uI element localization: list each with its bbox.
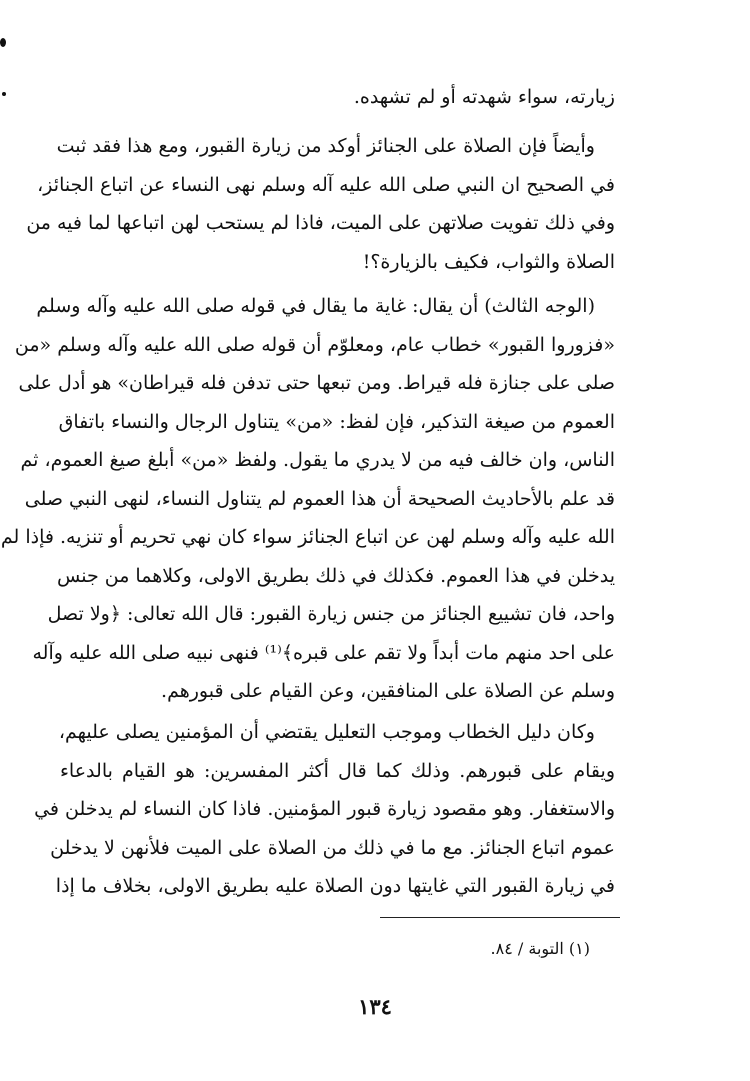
text-line: والاستغفار. وهو مقصود زيارة قبور المؤمنين. فاذا كان النساء لم يدخلن في — [34, 798, 615, 820]
text-line: الناس، وان خالف فيه من لا يدري ما يقول. ولفظ «من» أبلغ صيغ العموم، ثم — [20, 449, 615, 471]
text-line: في الصحيح ان النبي صلى الله عليه آله وسلم نهى النساء عن اتباع الجنائز، — [37, 173, 615, 196]
text-line: وكان دليل الخطاب وموجب التعليل يقتضي أن المؤمنين يصلى عليهم، — [58, 721, 595, 743]
margin-mark-small — [2, 92, 6, 96]
text-line: الله عليه وآله وسلم لهن عن اتباع الجنائز سواء كان نهي تحريم أو تنزيه. فإذا لم — [0, 526, 615, 548]
text-line: الصلاة والثواب، فكيف بالزيارة؟! — [362, 250, 615, 273]
text-line: واحد، فان تشييع الجنائز من جنس زيارة القبور: قال الله تعالى: ﴿ولا تصل — [47, 603, 615, 625]
text-line: العموم من صيغة التذكير، فإن لفظ: «من» يتناول الرجال والنساء باتفاق — [58, 410, 615, 433]
paragraph-third-aspect — [0, 287, 615, 711]
margin-mark-top — [0, 38, 6, 47]
footnote-divider — [380, 917, 620, 918]
text-line: ويقام على قبورهم. وذلك كما قال أكثر المفسرين: هو القيام بالدعاء — [60, 759, 615, 782]
text-line: يدخلن في هذا العموم. فكذلك في ذلك بطريق الاولى، وكلاهما من جنس — [57, 564, 615, 587]
text-line: «فزوروا القبور» خطاب عام، ومعلوّم أن قوله صلى الله عليه وآله وسلم «من — [14, 333, 615, 356]
page-number: ١٣٤ — [358, 994, 392, 1019]
text-line: قد علم بالأحاديث الصحيحة أن هذا العموم لم يتناول النساء، لنهى النبي صلى — [24, 487, 615, 510]
text-line: وفي ذلك تفويت صلاتهن على الميت، فاذا لم يستحب لهن اتباعها لما فيه من — [26, 212, 615, 234]
paragraph-continuation — [60, 78, 615, 117]
text-line: وأيضاً فإن الصلاة على الجنائز أوكد من زيارة القبور، ومع هذا فقد ثبت — [56, 135, 595, 157]
text-line: في زيارة القبور التي غايتها دون الصلاة عليه بطريق الاولى، بخلاف ما إذا — [55, 875, 615, 897]
text-line: عموم اتباع الجنائز. مع ما في ذلك من الصلاة على الميت فلأنهن لا يدخلن — [50, 836, 615, 859]
text-line: زيارته، سواء شهدته أو لم تشهده. — [353, 86, 615, 108]
paragraph-evidence — [34, 713, 615, 906]
text-line: على احد منهم مات أبداً ولا تقم على قبره﴾⁽¹⁾ فنهى نبيه صلى الله عليه وآله — [32, 641, 615, 664]
text-line: (الوجه الثالث) أن يقال: غاية ما يقال في قوله صلى الله عليه وآله وسلم — [36, 295, 595, 317]
text-line: صلى على جنازة فله قيراط. ومن تبعها حتى تدفن فله قيراطان» هو أدل على — [18, 372, 615, 394]
text-line: وسلم عن الصلاة على المنافقين، وعن القيام على قبورهم. — [161, 680, 615, 702]
paragraph-funeral-prayer — [26, 127, 615, 281]
footnote: (١) التوبة / ٨٤. — [490, 939, 590, 958]
